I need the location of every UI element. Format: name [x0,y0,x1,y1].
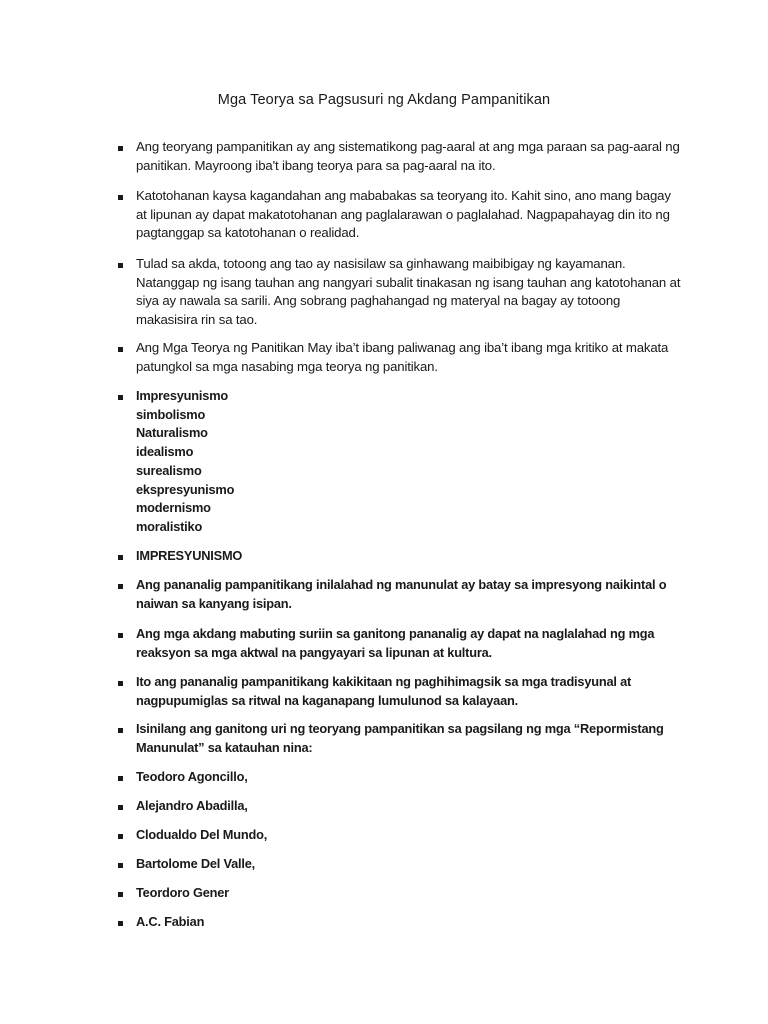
section-paragraph: Ang pananalig pampanitikang inilalahad ng manunulat ay batay sa impresyong naikintal o naiwan sa kanyang isipan. [136,577,667,611]
square-bullet-icon [118,195,123,200]
section-heading: IMPRESYUNISMO [136,548,243,563]
writer-name: Bartolome Del Valle, [136,856,256,871]
square-bullet-icon [118,892,123,897]
square-bullet-icon [118,584,123,589]
writer-name: Alejandro Abadilla, [136,798,248,813]
section-paragraph: Ito ang pananalig pampanitikang kakikitaan ng paghihimagsik sa mga tradisyunal at nagpupumiglas sa ritwal na kaganapang lumulunod sa kalayaan. [136,674,632,708]
square-bullet-icon [118,776,123,781]
square-bullet-icon [118,921,123,926]
theory-item: idealismo [136,444,194,460]
square-bullet-icon [118,805,123,810]
theory-item: ekspresyunismo [136,481,235,497]
square-bullet-icon [118,863,123,868]
square-bullet-icon [118,263,123,268]
writer-name: Teodoro Agoncillo, [136,769,248,784]
theory-list [136,387,681,537]
square-bullet-icon [118,681,123,686]
square-bullet-icon [118,834,123,839]
writer-name: A.C. Fabian [136,914,205,929]
paragraph-realism: Katotohanan kaysa kagandahan ang mababakas sa teoryang ito. Kahit sino, ano mang bagay at lipunan ay dapat makatotohanan ang paglalarawan o paglalahad. Nagpapahayag din ito ng pagtanggap sa katotohanan o realidad. [136,188,671,241]
paragraph-example: Tulad sa akda, totoong ang tao ay nasisilaw sa ginhawang maibibigay ng kayamanan. Natanggap ng isang tauhan ang nangyari subalit tinakasan ng isang tauhan ang katotohanan at siya ay nawala sa sarili. Ang sobrang paghahangad ng materyal na bagay ay totoong makasisira rin sa tao. [136,256,681,328]
square-bullet-icon [118,555,123,560]
theory-item: simbolismo [136,406,206,422]
document-title: Mga Teorya sa Pagsusuri ng Akdang Pampanitikan [217,92,551,108]
square-bullet-icon [118,728,123,733]
writer-name: Teordoro Gener [136,885,229,900]
paragraph-theories-intro: Ang Mga Teorya ng Panitikan May iba’t ibang paliwanag ang iba’t ibang mga kritiko at makata patungkol sa mga nasabing mga teorya ng panitikan. [136,340,669,374]
theory-item: moralistiko [136,518,203,534]
section-paragraph: Isinilang ang ganitong uri ng teoryang pampanitikan sa pagsilang ng mga “Repormistang Manunulat” sa katauhan nina: [136,721,664,755]
theory-item: surealismo [136,462,202,478]
theory-item: Naturalismo [136,425,208,441]
square-bullet-icon [118,146,123,151]
theory-item: modernismo [136,500,211,516]
square-bullet-icon [118,347,123,352]
square-bullet-icon [118,633,123,638]
paragraph-definition: Ang teoryang pampanitikan ay ang sistematikong pag-aaral at ang mga paraan sa pag-aaral ng panitikan. Mayroong iba't ibang teorya para sa pag-aaral na ito. [136,139,680,173]
square-bullet-icon [118,395,123,400]
writer-name: Clodualdo Del Mundo, [136,827,268,842]
theory-item: Impresyunismo [136,388,228,403]
section-paragraph: Ang mga akdang mabuting suriin sa ganitong pananalig ay dapat na naglalahad ng mga reaksyon sa mga aktwal na pangyayari sa lipunan at kultura. [136,626,655,660]
